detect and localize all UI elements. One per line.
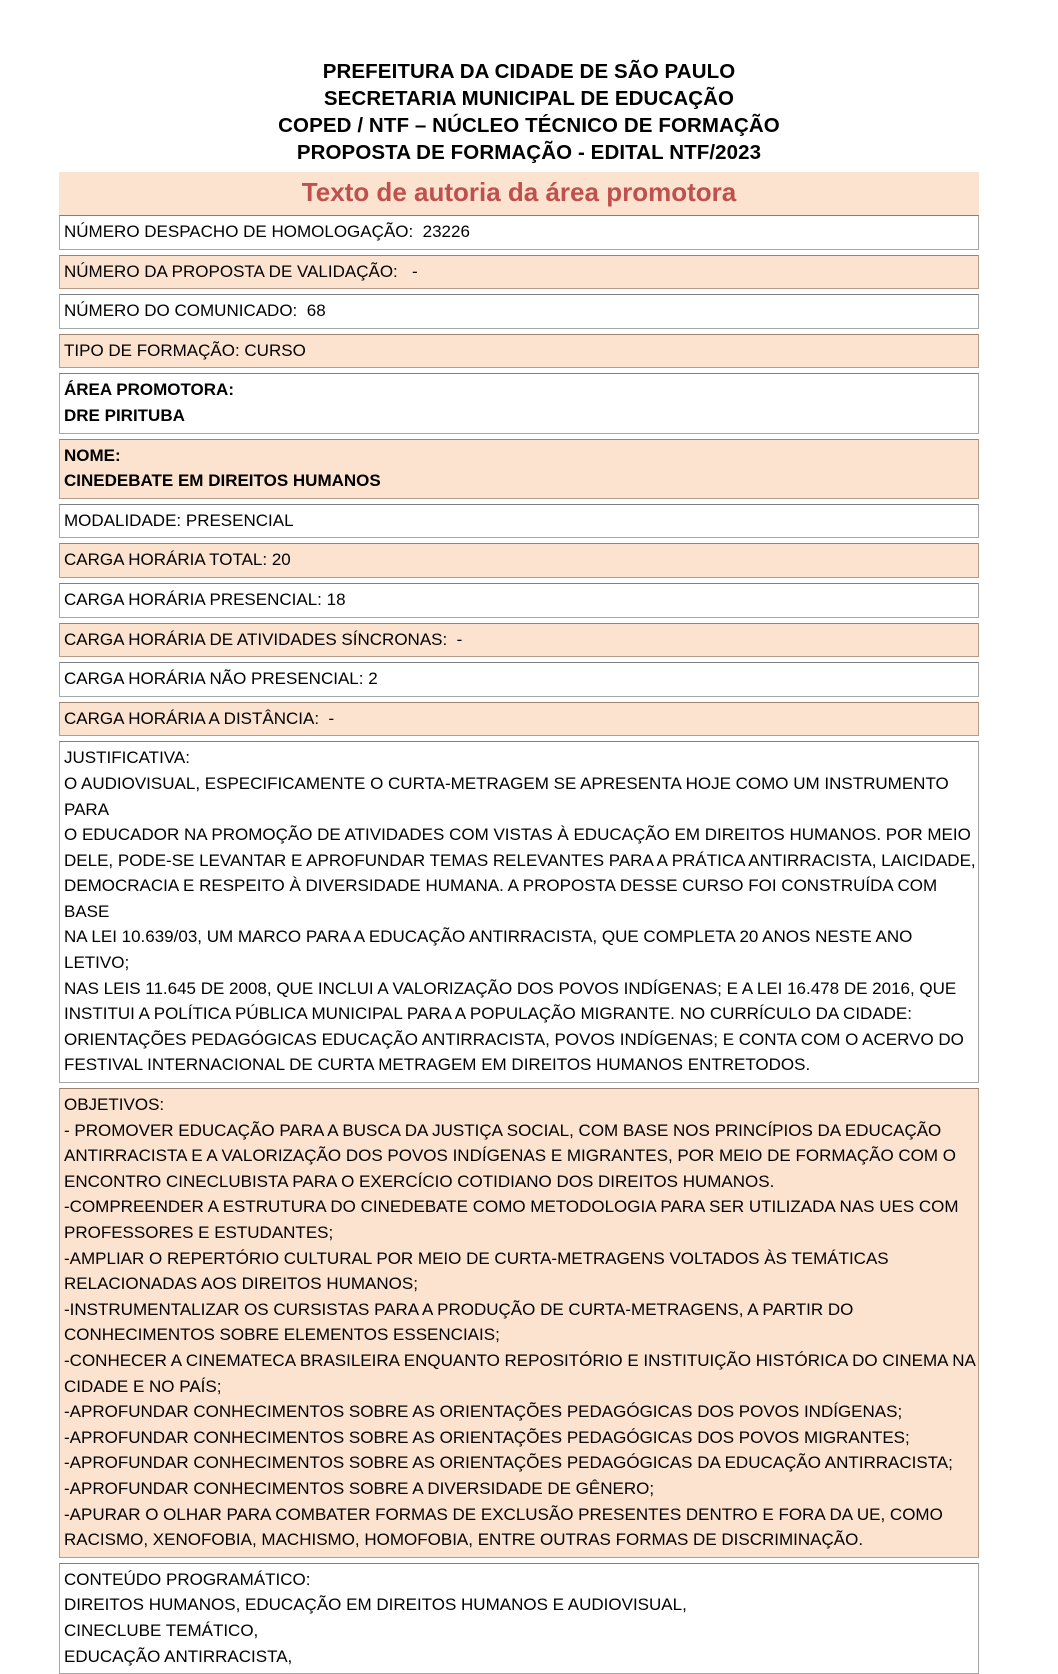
justificativa-line: NA LEI 10.639/03, UM MARCO PARA A EDUCAÇÃO ANTIRRACISTA, QUE COMPLETA 20 ANOS NESTE ANO LETIVO; — [64, 927, 918, 973]
header-line-4: PROPOSTA DE FORMAÇÃO - EDITAL NTF/2023 — [296, 141, 762, 164]
header-line-3: COPED / NTF – NÚCLEO TÉCNICO DE FORMAÇÃO — [278, 114, 780, 137]
objetivos-line: -APROFUNDAR CONHECIMENTOS SOBRE A DIVERSIDADE DE GÊNERO; — [64, 1478, 655, 1498]
objetivos-line: -CONHECER A CINEMATECA BRASILEIRA ENQUANTO REPOSITÓRIO E INSTITUIÇÃO HISTÓRICA DO CINEMA NA — [64, 1350, 976, 1370]
carga-sincronas-label: CARGA HORÁRIA DE ATIVIDADES SÍNCRONAS: — [64, 629, 448, 649]
row-justificativa — [59, 741, 979, 1083]
row-comunicado — [59, 294, 979, 329]
justificativa-line: DEMOCRACIA E RESPEITO À DIVERSIDADE HUMANA. A PROPOSTA DESSE CURSO FOI CONSTRUÍDA COM BASE — [64, 876, 942, 921]
justificativa-label: JUSTIFICATIVA: — [64, 748, 190, 768]
modalidade-label: MODALIDADE: PRESENCIAL — [64, 510, 294, 530]
objetivos-line: RACISMO, XENOFOBIA, MACHISMO, HOMOFOBIA, ENTRE OUTRAS FORMAS DE DISCRIMINAÇÃO. — [64, 1530, 864, 1550]
conteudo-line: EDUCAÇÃO ANTIRRACISTA, — [64, 1646, 293, 1666]
row-tipo-formacao — [59, 334, 979, 369]
despacho-value: 23226 — [422, 222, 470, 241]
cell-conteudo-programatico — [59, 1563, 979, 1674]
row-despacho — [59, 215, 979, 250]
objetivos-line: PROFESSORES E ESTUDANTES; — [64, 1223, 334, 1242]
objetivos-line: -APURAR O OLHAR PARA COMBATER FORMAS DE EXCLUSÃO PRESENTES DENTRO E FORA DA UE, COMO — [64, 1504, 943, 1524]
conteudo-label: CONTEÚDO PROGRAMÁTICO: — [64, 1569, 311, 1589]
row-area-promotora — [59, 373, 979, 433]
cell-area-promotora — [59, 373, 979, 433]
banner-row — [59, 172, 979, 215]
cell-tipo-formacao — [59, 334, 979, 369]
despacho-label: NÚMERO DESPACHO DE HOMOLOGAÇÃO: — [64, 222, 414, 241]
row-carga-nao-presencial — [59, 662, 979, 697]
cell-carga-nao-presencial — [59, 662, 979, 697]
cell-objetivos — [59, 1088, 979, 1558]
comunicado-value: 68 — [306, 301, 326, 321]
objetivos-line: -APROFUNDAR CONHECIMENTOS SOBRE AS ORIENTAÇÕES PEDAGÓGICAS DA EDUCAÇÃO ANTIRRACISTA; — [64, 1453, 953, 1473]
carga-distancia-text — [64, 706, 978, 732]
cell-carga-total — [59, 543, 979, 578]
justificativa-line: O AUDIOVISUAL, ESPECIFICAMENTE O CURTA-METRAGEM SE APRESENTA HOJE COMO UM INSTRUMENTO PARA — [64, 773, 954, 819]
conteudo-line: DIREITOS HUMANOS, EDUCAÇÃO EM DIREITOS HUMANOS E AUDIOVISUAL, — [64, 1595, 687, 1615]
proposta-validacao-label: NÚMERO DA PROPOSTA DE VALIDAÇÃO: — [64, 261, 398, 281]
proposal-form-table — [59, 172, 979, 1674]
objetivos-line: CIDADE E NO PAÍS; — [64, 1376, 222, 1396]
cell-carga-sincronas — [59, 623, 979, 658]
banner-cell — [59, 172, 979, 215]
despacho-text — [64, 219, 978, 245]
row-modalidade — [59, 504, 979, 539]
justificativa-line: O EDUCADOR NA PROMOÇÃO DE ATIVIDADES COM VISTAS À EDUCAÇÃO EM DIREITOS HUMANOS. POR MEIO — [64, 825, 971, 845]
area-promotora-value: DRE PIRITUBA — [64, 405, 185, 425]
cell-proposta-validacao — [59, 255, 979, 290]
area-promotora-label: ÁREA PROMOTORA: — [64, 380, 234, 400]
justificativa-line: DELE, PODE-SE LEVANTAR E APROFUNDAR TEMAS RELEVANTES PARA A PRÁTICA ANTIRRACISTA, LAICIDADE, — [64, 850, 976, 870]
carga-presencial-label: CARGA HORÁRIA PRESENCIAL: 18 — [64, 589, 346, 609]
objetivos-line: -AMPLIAR O REPERTÓRIO CULTURAL POR MEIO DE CURTA-METRAGENS VOLTADOS ÀS TEMÁTICAS — [64, 1248, 889, 1268]
justificativa-line: ORIENTAÇÕES PEDAGÓGICAS EDUCAÇÃO ANTIRRACISTA, POVOS INDÍGENAS; E CONTA COM O ACERVO DO — [64, 1029, 964, 1049]
carga-distancia-value: - — [328, 708, 335, 728]
justificativa-line: INSTITUI A POLÍTICA PÚBLICA MUNICIPAL PARA A POPULAÇÃO MIGRANTE. NO CURRÍCULO DA CIDADE: — [64, 1004, 912, 1024]
tipo-formacao-label: TIPO DE FORMAÇÃO: CURSO — [64, 340, 306, 360]
cell-modalidade — [59, 504, 979, 539]
banner-title: Texto de autoria da área promotora — [301, 177, 737, 207]
document-header — [0, 0, 1058, 166]
carga-sincronas-text — [64, 627, 978, 653]
header-line-2: SECRETARIA MUNICIPAL DE EDUCAÇÃO — [323, 87, 735, 110]
objetivos-line: ANTIRRACISTA E A VALORIZAÇÃO DOS POVOS INDÍGENAS E MIGRANTES, POR MEIO DE FORMAÇÃO COM O — [64, 1146, 957, 1166]
objetivos-line: -APROFUNDAR CONHECIMENTOS SOBRE AS ORIENTAÇÕES PEDAGÓGICAS DOS POVOS INDÍGENAS; — [64, 1402, 903, 1422]
carga-nao-presencial-label: CARGA HORÁRIA NÃO PRESENCIAL: 2 — [64, 669, 378, 689]
row-conteudo-programatico — [59, 1563, 979, 1674]
objetivos-line: ENCONTRO CINECLUBISTA PARA O EXERCÍCIO COTIDIANO DOS DIREITOS HUMANOS. — [64, 1171, 775, 1191]
nome-value: CINEDEBATE EM DIREITOS HUMANOS — [64, 471, 381, 491]
cell-carga-presencial — [59, 583, 979, 618]
cell-comunicado — [59, 294, 979, 329]
carga-distancia-label: CARGA HORÁRIA A DISTÂNCIA: — [64, 708, 320, 728]
objetivos-line: -INSTRUMENTALIZAR OS CURSISTAS PARA A PRODUÇÃO DE CURTA-METRAGENS, A PARTIR DO — [64, 1299, 854, 1319]
objetivos-line: -APROFUNDAR CONHECIMENTOS SOBRE AS ORIENTAÇÕES PEDAGÓGICAS DOS POVOS MIGRANTES; — [64, 1427, 910, 1447]
nome-label: NOME: — [64, 445, 121, 465]
carga-total-label: CARGA HORÁRIA TOTAL: 20 — [64, 550, 291, 570]
row-carga-total — [59, 543, 979, 578]
carga-sincronas-value: - — [456, 629, 463, 649]
proposta-validacao-value: - — [411, 261, 418, 281]
cell-carga-distancia — [59, 702, 979, 737]
objetivos-label: OBJETIVOS: — [64, 1095, 165, 1115]
row-carga-presencial — [59, 583, 979, 618]
justificativa-line: FESTIVAL INTERNACIONAL DE CURTA METRAGEM EM DIREITOS HUMANOS ENTRETODOS. — [64, 1055, 811, 1075]
row-carga-distancia — [59, 702, 979, 737]
objetivos-line: RELACIONADAS AOS DIREITOS HUMANOS; — [64, 1274, 418, 1294]
comunicado-text — [64, 298, 978, 324]
row-proposta-validacao — [59, 255, 979, 290]
proposta-validacao-text — [64, 259, 978, 285]
cell-nome — [59, 439, 979, 499]
cell-justificativa — [59, 741, 979, 1083]
objetivos-line: - PROMOVER EDUCAÇÃO PARA A BUSCA DA JUSTIÇA SOCIAL, COM BASE NOS PRINCÍPIOS DA EDUCAÇÃO — [64, 1120, 942, 1140]
conteudo-line: CINECLUBE TEMÁTICO, — [64, 1620, 259, 1640]
row-nome — [59, 439, 979, 499]
objetivos-line: CONHECIMENTOS SOBRE ELEMENTOS ESSENCIAIS; — [64, 1325, 500, 1345]
header-line-1: PREFEITURA DA CIDADE DE SÃO PAULO — [322, 60, 736, 83]
comunicado-label: NÚMERO DO COMUNICADO: — [64, 301, 298, 321]
row-objetivos — [59, 1088, 979, 1558]
objetivos-line: -COMPREENDER A ESTRUTURA DO CINEDEBATE COMO METODOLOGIA PARA SER UTILIZADA NAS UES COM — [64, 1197, 959, 1217]
cell-despacho — [59, 215, 979, 250]
justificativa-line: NAS LEIS 11.645 DE 2008, QUE INCLUI A VALORIZAÇÃO DOS POVOS INDÍGENAS; E A LEI 16.478 DE 2016, QUE — [64, 978, 957, 998]
row-carga-sincronas — [59, 623, 979, 658]
